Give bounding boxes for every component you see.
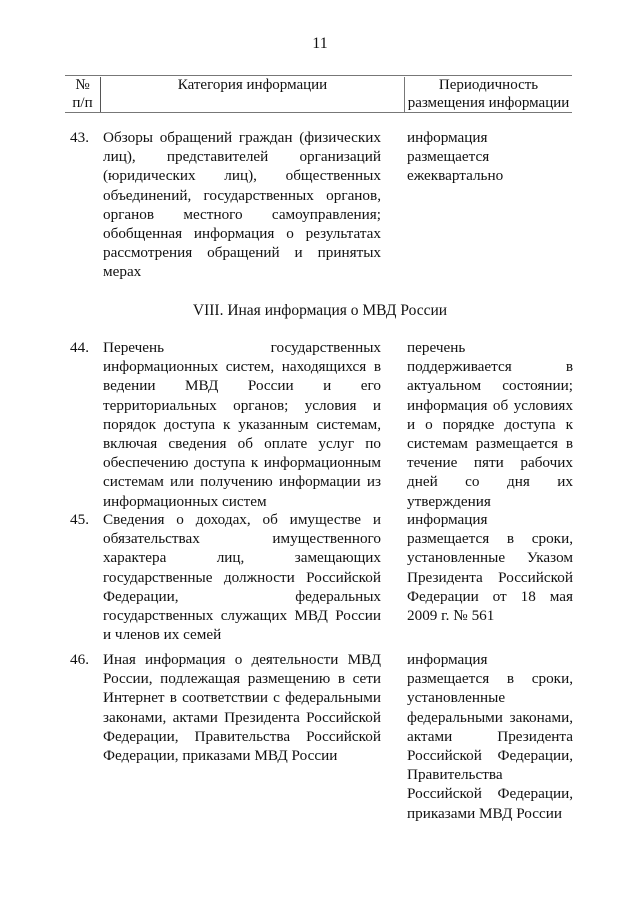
text-line: Перечень государственных — [103, 339, 381, 356]
text-line: обязательствах имущественного — [103, 530, 381, 548]
text-line: размещается — [407, 148, 490, 166]
header-number-line-2: п/п — [72, 94, 93, 111]
text-line: Правительства — [407, 766, 503, 784]
header-periodicity-line-2: размещения информации — [407, 94, 570, 111]
text-line: законами, актами Президента Российской — [103, 708, 381, 726]
row-periodicity — [407, 510, 573, 625]
text-line: включая сведения об оплате услуг по — [103, 435, 381, 453]
text-line: Федерации, приказами МВД России — [103, 747, 338, 765]
text-line: информация об условиях — [407, 396, 573, 414]
text-line: и членов их семей — [103, 626, 222, 644]
header-number-line-1: № — [75, 77, 90, 93]
row-category — [103, 510, 381, 644]
text-line: Президента Российской — [407, 568, 573, 586]
text-line: информационных систем, находящихся в — [103, 358, 381, 376]
row-number: 43. — [70, 129, 89, 146]
text-line: течение пяти рабочих — [407, 454, 573, 472]
text-line: системам или получению информации из — [103, 473, 381, 491]
text-line: органов местного самоуправления; — [103, 205, 381, 223]
text-line: информация — [407, 651, 488, 668]
text-line: информация — [407, 129, 488, 146]
text-line: обеспечению доступа к информационным — [103, 454, 381, 472]
row-periodicity — [407, 338, 573, 511]
text-line: дней со дня их — [407, 473, 573, 491]
text-line: перечень — [407, 339, 466, 356]
text-line: Иная информация о деятельности МВД — [103, 651, 381, 668]
text-line: территориальных органов; условия и — [103, 396, 381, 414]
text-line: Федерации, Правительства Российской — [103, 727, 381, 745]
text-line: актуальном состоянии; — [407, 377, 573, 395]
text-line: государственные должности Российской — [103, 568, 381, 586]
text-line: приказами МВД России — [407, 804, 563, 822]
section-title: VIII. Иная информация о МВД России — [192, 302, 448, 319]
header-periodicity-column — [405, 77, 572, 112]
row-periodicity — [407, 128, 573, 186]
text-line: информационных систем — [103, 492, 267, 510]
header-periodicity-line-1: Периодичность — [438, 77, 539, 93]
text-line: Федерации, федеральных — [103, 587, 381, 605]
text-line: установленные Указом — [407, 549, 573, 567]
text-line: государственных служащих МВД России — [103, 607, 381, 625]
text-line: 2009 г. № 561 — [407, 607, 495, 625]
text-line: утверждения — [407, 492, 491, 510]
text-line: (юридических лиц), общественных — [103, 167, 381, 185]
text-line: Обзоры обращений граждан (физических — [103, 129, 381, 146]
text-line: России, подлежащая размещению в сети — [103, 670, 381, 688]
header-number-column — [65, 77, 101, 112]
page-number: 11 — [312, 35, 328, 52]
text-line: порядок доступа к указанным системам, — [103, 415, 381, 433]
header-category-column — [101, 77, 405, 112]
text-line: лиц), представителей организаций — [103, 148, 381, 166]
row-category — [103, 128, 381, 282]
text-line: ежеквартально — [407, 167, 504, 185]
text-line: информация — [407, 511, 488, 528]
text-line: системам размещается в — [407, 435, 573, 453]
text-line: мерах — [103, 263, 142, 281]
table-header — [65, 75, 572, 113]
text-line: ведении МВД России и его — [103, 377, 381, 395]
row-category — [103, 650, 381, 765]
text-line: установленные — [407, 689, 506, 707]
text-line: Российской Федерации, — [407, 785, 573, 803]
text-line: Сведения о доходах, об имуществе и — [103, 511, 381, 528]
row-periodicity — [407, 650, 573, 823]
text-line: Российской Федерации, — [407, 747, 573, 765]
text-line: размещается в сроки, — [407, 530, 573, 548]
text-line: обобщенная информация о результатах — [103, 225, 381, 243]
text-line: и о порядке доступа к — [407, 415, 573, 433]
text-line: Федерации от 18 мая — [407, 587, 573, 605]
text-line: поддерживается в — [407, 358, 573, 376]
text-line: рассмотрения обращений и принятых — [103, 244, 381, 262]
text-line: характера лиц, замещающих — [103, 549, 381, 567]
header-category-label: Категория информации — [177, 77, 328, 93]
row-number: 44. — [70, 339, 89, 356]
text-line: размещается в сроки, — [407, 670, 573, 688]
text-line: объединений, государственных органов, — [103, 186, 381, 204]
text-line: Интернет в соответствии с федеральными — [103, 689, 381, 707]
row-category — [103, 338, 381, 511]
row-number: 46. — [70, 651, 89, 668]
row-number: 45. — [70, 511, 89, 528]
text-line: актами Президента — [407, 727, 573, 745]
text-line: федеральными законами, — [407, 708, 573, 726]
